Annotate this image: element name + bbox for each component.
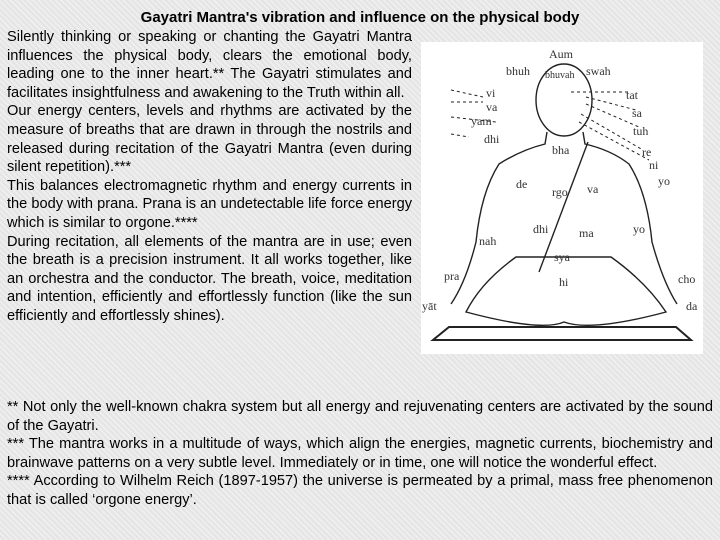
figure-label: dhi (484, 132, 500, 146)
figure-label: yam (471, 114, 492, 128)
figure-label: ni (649, 158, 659, 172)
figure-label: de (516, 177, 528, 191)
figure-label: yo (658, 174, 670, 188)
figure-label: vi (486, 86, 496, 100)
figure-label: tat (626, 88, 638, 102)
paragraph: This balances electromagnetic rhythm and energy currents in the body with prana. Prana is an undetectable life force energy which is similar to orgone.**** (7, 177, 412, 231)
figure-label: nah (479, 234, 497, 248)
footnote: ** Not only the well-known chakra system but all energy and rejuvenating centers are activated by the sound of the Gayatri. (7, 399, 713, 434)
figure-label: yāt (422, 299, 437, 313)
figure-label: va (587, 182, 599, 196)
figure-label: bha (552, 143, 570, 157)
figure-label: rgo (552, 185, 568, 199)
figure-label: sya (554, 250, 570, 264)
figure-label: yo (633, 222, 645, 236)
paragraph: Silently thinking or speaking or chanting the Gayatri Mantra influences the physical body, clears the emotional body, leading one to the inner heart.** The Gayatri stimulates and facilitates insightfulness and awakening to the Truth within all. (7, 29, 412, 101)
figure-label: Aum (549, 47, 573, 61)
footnote: *** The mantra works in a multitude of ways, which align the energies, magnetic currents, biochemistry and brainwave patterns on a very subtle level. Immediately or in time, one will notice the wonderful effect. (7, 436, 713, 471)
footnote: **** According to Wilhelm Reich (1897-1957) the universe is permeated by a primal, mass free phenomenon that is called ‘orgone energy’. (7, 473, 713, 508)
figure-label: bhuh (506, 64, 530, 78)
body-text (7, 28, 412, 326)
figure-label: hi (559, 275, 569, 289)
figure-label: da (686, 299, 698, 313)
figure-label: re (642, 145, 652, 159)
slide-title: Gayatri Mantra's vibration and influence on the physical body (140, 9, 580, 26)
figure-label: va (486, 100, 498, 114)
meditating-figure-illustration (421, 42, 703, 354)
footnotes (7, 398, 713, 510)
paragraph: During recitation, all elements of the mantra are in use; even the breath is a precision instrument. It all works together, like an orchestra and the conductor. The breath, voice, meditation and intention, efficiently and effortlessly function (like the sun efficiently and effortlessly shines). (7, 233, 412, 324)
figure-label: tuh (633, 124, 649, 138)
figure-label: cho (678, 272, 696, 286)
figure-label: ma (579, 226, 594, 240)
figure-label: bhuvah (545, 70, 575, 81)
figure-label: swah (586, 64, 611, 78)
figure-label: dhi (533, 222, 549, 236)
figure-label: sa (632, 106, 642, 120)
paragraph: Our energy centers, levels and rhythms are activated by the measure of breaths that are drawn in through the nostrils and released during recitation of the Gayatri Mantra (even during silent repetition).*** (7, 103, 412, 176)
figure-label: pra (444, 269, 460, 283)
